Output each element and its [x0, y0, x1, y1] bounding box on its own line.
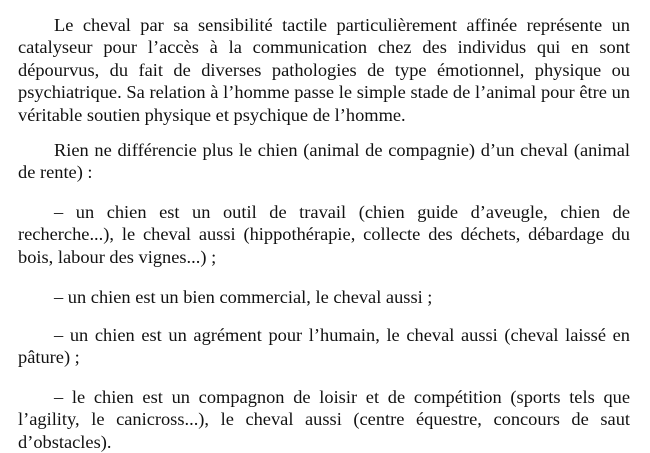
list-item-work-tool: – un chien est un outil de travail (chien guide d’aveugle, chien de recherche...), le cheval aussi (hippothérapie, collecte des déchets, débardage du bois, labour des vignes...) ; [18, 202, 630, 267]
list-item-companionship: – un chien est un agrément pour l’humain, le cheval aussi (cheval laissé en pâture) ; [18, 325, 630, 368]
list-item-leisure-competition: – le chien est un compagnon de loisir et de compétition (sports tels que l’agility, le canicross...), le cheval aussi (centre équestre, concours de saut d’obstacles). [18, 387, 630, 452]
paragraph-comparison-lead: Rien ne différencie plus le chien (animal de compagnie) d’un cheval (animal de rente) : [18, 140, 630, 183]
paragraph-intro: Le cheval par sa sensibilité tactile particulièrement affinée représente un catalyseur pour l’accès à la communication chez des individus qui en sont dépourvus, du fait de diverses pathologies de type émotionnel, physique ou psychiatrique. Sa relation à l’homme passe le simple stade de l’animal pour être un véritable soutien physique et psychique de l’homme. [18, 15, 630, 125]
list-item-commercial-good: – un chien est un bien commercial, le cheval aussi ; [54, 287, 433, 307]
